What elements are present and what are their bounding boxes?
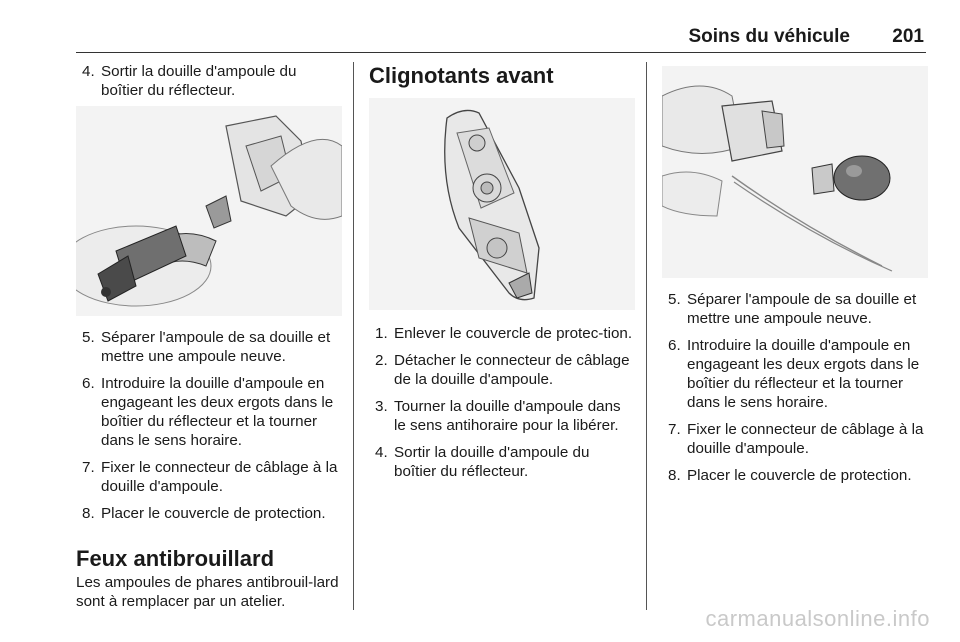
step-item: 5. Séparer l'ampoule de sa douille et mettre une ampoule neuve.: [82, 329, 331, 365]
step-item: 7. Fixer le connecteur de câblage à la douille d'ampoule.: [668, 421, 924, 457]
step-item: 8. Placer le couvercle de protection.: [82, 505, 326, 522]
page-number: 201: [892, 26, 924, 47]
step-item: 4. Sortir la douille d'ampoule du boîtier du réflecteur.: [375, 444, 590, 480]
section-title: Soins du véhicule: [688, 26, 850, 47]
indicator-lamp-illustration: [369, 98, 635, 310]
column-divider: [353, 62, 354, 610]
watermark: carmanualsonline.info: [705, 606, 930, 631]
fog-lights-paragraph: Les ampoules de phares antibrouil-lard sont à remplacer par un atelier.: [76, 574, 339, 610]
bulb-socket-illustration: [76, 106, 342, 316]
step-item: 6. Introduire la douille d'ampoule en engageant les deux ergots dans le boîtier du réflecteur et la tourner dans le sens horaire.: [82, 375, 334, 449]
step-item: 4. Sortir la douille d'ampoule du boîtier du réflecteur.: [82, 63, 297, 99]
fog-lights-heading: Feux antibrouillard: [76, 546, 275, 571]
step-item: 5. Séparer l'ampoule de sa douille et mettre une ampoule neuve.: [668, 291, 917, 327]
step-item: 3. Tourner la douille d'ampoule dans le sens antihoraire pour la libérer.: [375, 398, 621, 434]
step-item: 7. Fixer le connecteur de câblage à la douille d'ampoule.: [82, 459, 338, 495]
step-item: 1. Enlever le couvercle de protec-tion.: [375, 325, 633, 342]
step-item: 8. Placer le couvercle de protection.: [668, 467, 912, 484]
page-header: [76, 26, 926, 53]
front-indicators-heading: Clignotants avant: [369, 63, 554, 88]
indicator-bulb-illustration: [662, 66, 928, 278]
column-3: [662, 62, 928, 493]
step-item: 6. Introduire la douille d'ampoule en engageant les deux ergots dans le boîtier du réflecteur et la tourner dans le sens horaire.: [668, 337, 920, 411]
step-item: 2. Détacher le connecteur de câblage de la douille d'ampoule.: [375, 352, 630, 388]
column-2: [369, 62, 635, 489]
column-divider: [646, 62, 647, 610]
column-1: [76, 62, 342, 611]
